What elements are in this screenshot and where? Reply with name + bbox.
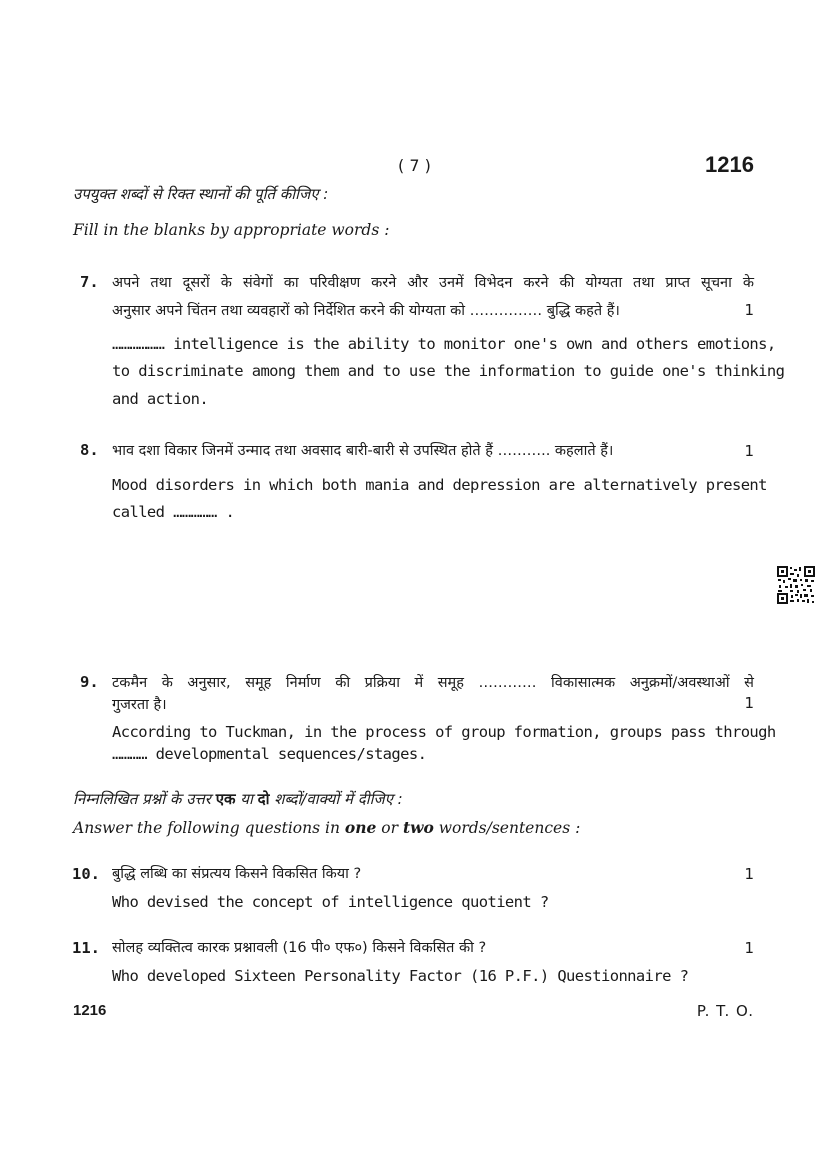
question-number-7: 7. [80,273,99,291]
page-number: ( 7 ) [398,156,431,175]
q10-marks: 1 [744,865,754,883]
paper-code-header: 1216 [705,152,754,177]
question-number-10: 10. [72,865,100,883]
paper-code-footer: 1216 [73,1002,107,1019]
q8-marks: 1 [744,442,754,460]
q10-english-line-1: Who devised the concept of intelligence quotient ? [112,893,549,911]
q11-hindi-line-1: सोलह व्यक्तित्व कारक प्रश्नावली (16 पी० एफ०) किसने विकसित की ? [112,940,487,956]
q7-english-line-1: ……………… intelligence is the ability to monitor one's own and others emotions, [112,335,776,353]
q7-english-line-3: and action. [112,390,209,408]
section-instruction-hindi: उपयुक्त शब्दों से रिक्त स्थानों की पूर्ति कीजिए : [73,185,329,203]
q11-english-line-1: Who developed Sixteen Personality Factor (16 P.F.) Questionnaire ? [112,967,689,985]
question-number-9: 9. [80,673,99,691]
section-2-instruction-english: Answer the following questions in one or two words/sentences : [73,818,581,837]
q8-hindi-line-1: भाव दशा विकार जिनमें उन्माद तथा अवसाद बारी-बारी से उपस्थित होते हैं ……….. कहलाते हैं। [112,443,614,459]
q7-hindi-line-1: अपने तथा दूसरों के संवेगों का परिवीक्षण करने और उनमें विभेदन करने की योग्यता तथा प्राप्त सूचना के [112,275,754,291]
q7-english-line-2: to discriminate among them and to use the information to guide one's thinking [112,362,785,380]
q9-hindi-line-2: गुजरता है। [112,697,167,713]
q8-english-line-2: called …………… . [112,503,235,521]
q8-english-line-1: Mood disorders in which both mania and depression are alternatively present [112,476,767,494]
q9-marks: 1 [744,694,754,712]
q9-english-line-2: ………… developmental sequences/stages. [112,745,427,763]
q11-marks: 1 [744,939,754,957]
q7-marks: 1 [744,301,754,319]
q9-hindi-line-1: टकमैन के अनुसार, समूह निर्माण की प्रक्रिया में समूह ………… विकासात्मक अनुक्रमों/अवस्थाओं से [112,675,754,691]
question-number-11: 11. [72,939,100,957]
q7-hindi-line-2: अनुसार अपने चिंतन तथा व्यवहारों को निर्देशित करने की योग्यता को …………… बुद्धि कहते हैं। [112,303,620,319]
please-turn-over: P. T. O. [696,1002,754,1020]
q9-english-line-1: According to Tuckman, in the process of group formation, groups pass through [112,723,776,741]
question-number-8: 8. [80,441,99,459]
q10-hindi-line-1: बुद्धि लब्धि का संप्रत्यय किसने विकसित किया ? [112,866,362,882]
section-instruction-english: Fill in the blanks by appropriate words : [73,221,390,239]
qr-code-icon [777,566,815,604]
section-2-instruction-hindi: निम्नलिखित प्रश्नों के उत्तर एक या दो शब्दों/वाक्यों में दीजिए : [73,790,403,808]
